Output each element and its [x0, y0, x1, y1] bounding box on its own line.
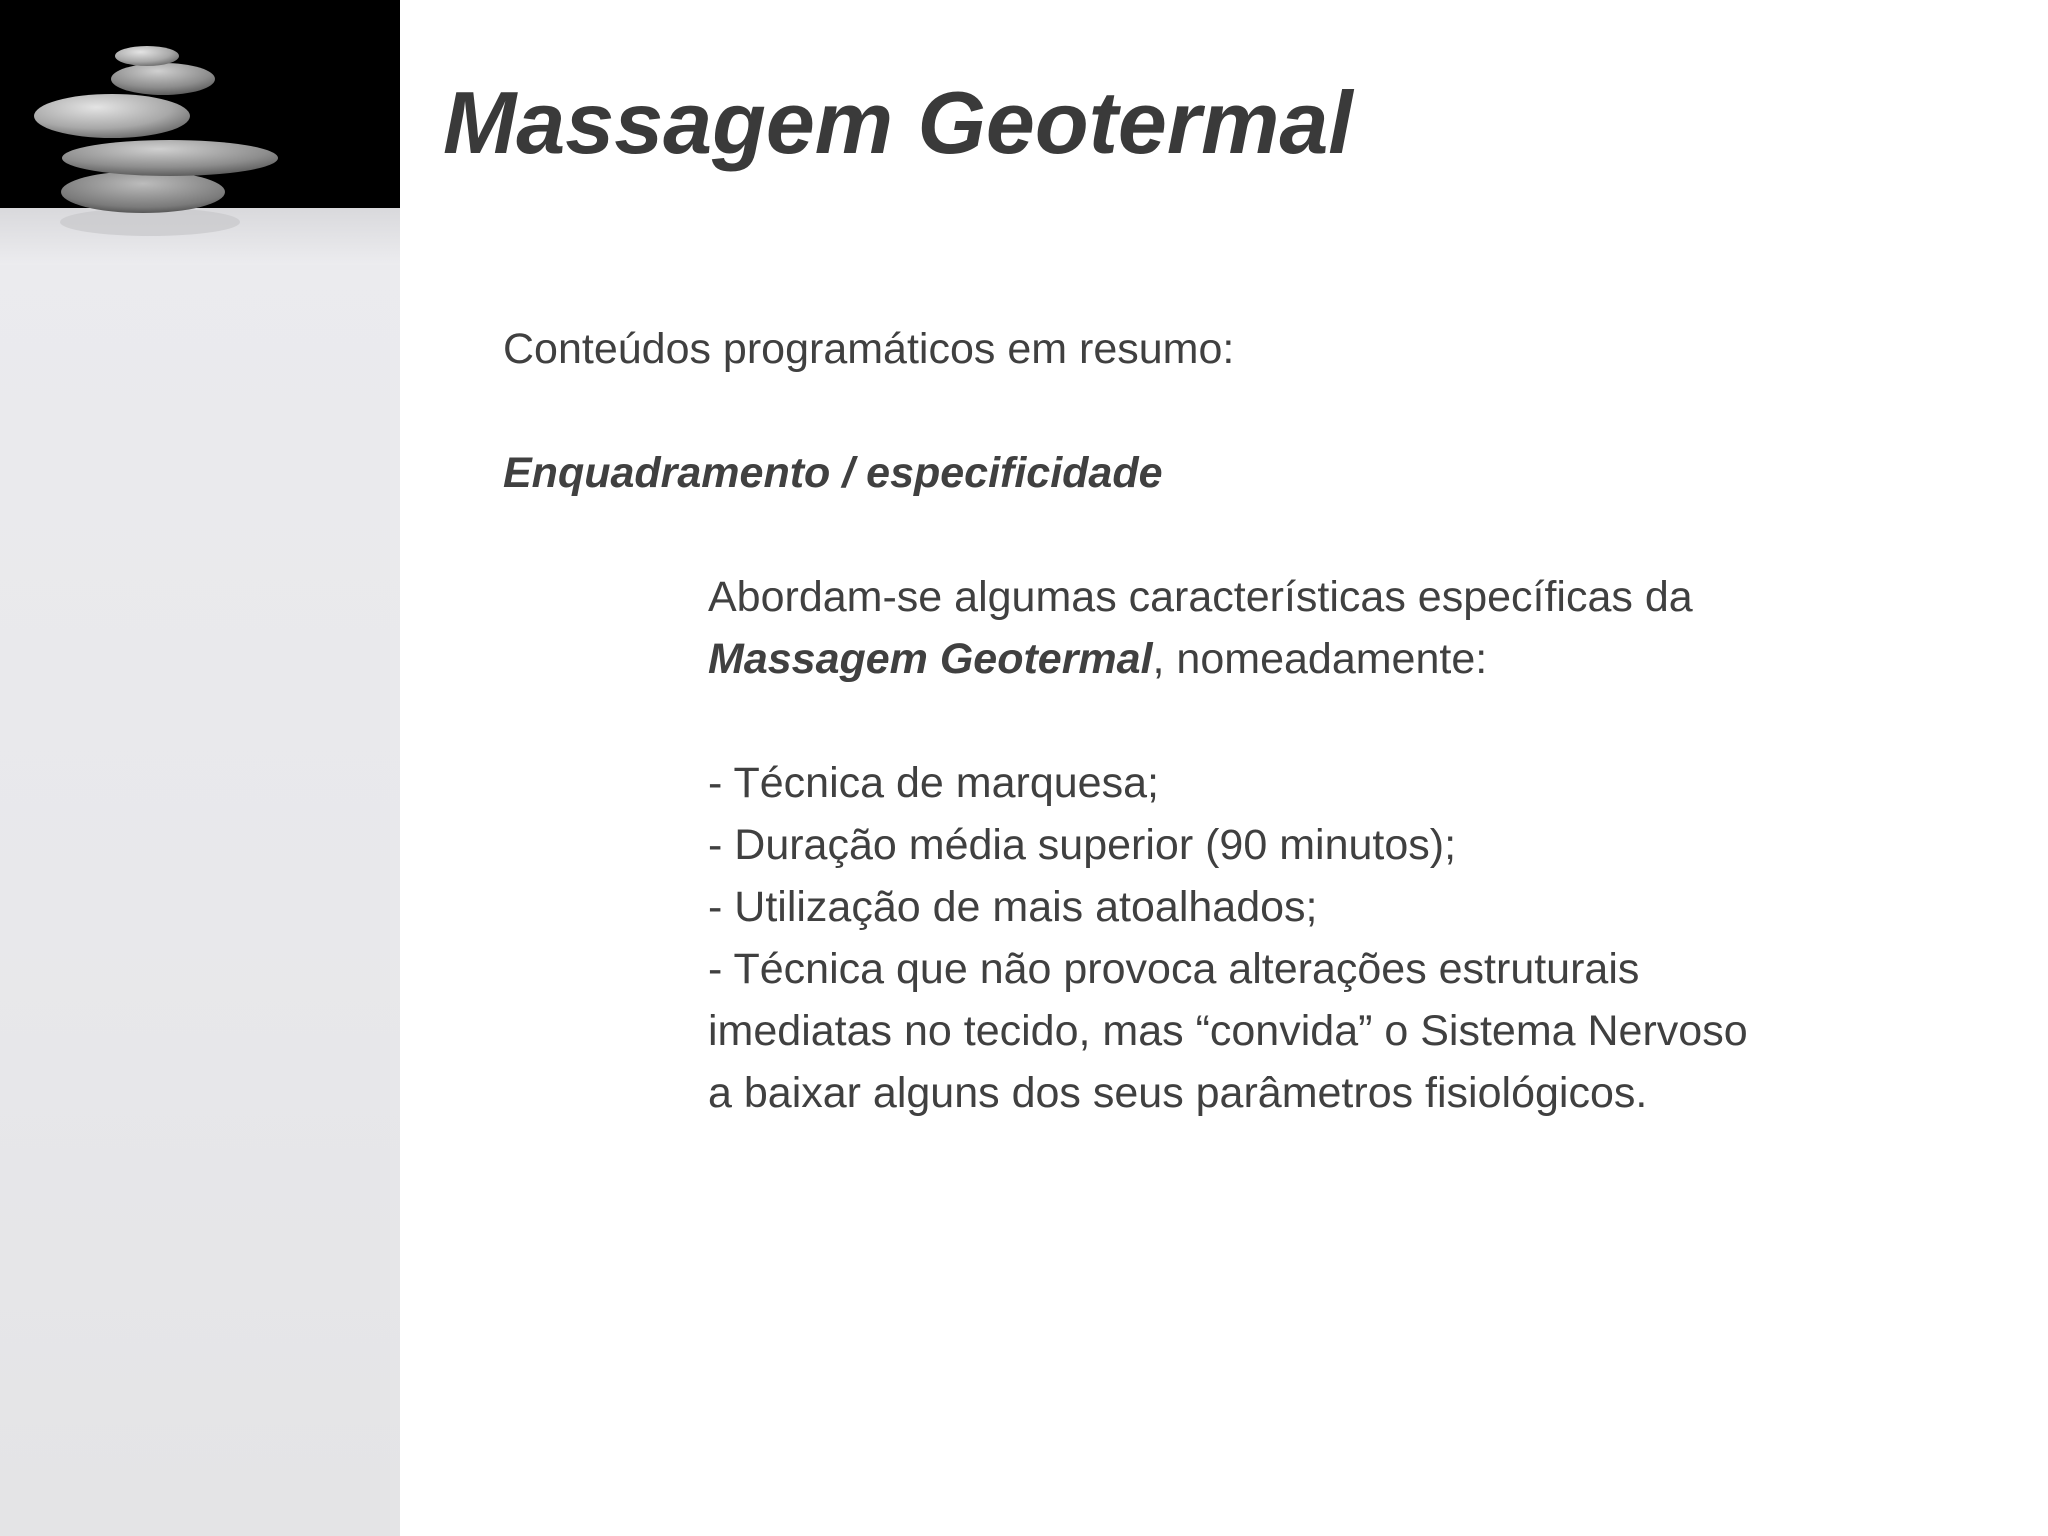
list-item-text: - Utilização de mais atoalhados;: [708, 883, 1318, 931]
list-item: [708, 814, 1963, 876]
slide-content: [503, 318, 1963, 1124]
description-line-2: , nomeadamente:: [1152, 635, 1488, 683]
list-item-text-continued: a baixar alguns dos seus parâmetros fisiológicos.: [708, 1069, 1648, 1117]
list-item-text: - Duração média superior (90 minutos);: [708, 821, 1457, 869]
list-item-text-continued: imediatas no tecido, mas “convida” o Sistema Nervoso: [708, 1007, 1748, 1055]
stacked-stones-image: [0, 0, 400, 265]
list-item-text: - Técnica de marquesa;: [708, 759, 1159, 807]
intro-text: Conteúdos programáticos em resumo:: [503, 325, 1235, 373]
list-item-text: - Técnica que não provoca alterações estruturais: [708, 945, 1640, 993]
page-title: Massagem Geotermal: [443, 73, 1353, 172]
list-item: [708, 876, 1963, 938]
list-item: [708, 938, 1963, 1124]
description-line-1: Abordam-se algumas características específicas da: [708, 573, 1693, 621]
list-item: [708, 752, 1963, 814]
section-body: [708, 566, 1963, 1124]
description-paragraph: [708, 566, 1963, 690]
section-heading: Enquadramento / especificidade: [503, 449, 1163, 497]
feature-list: [708, 752, 1963, 1124]
description-emphasis: Massagem Geotermal: [708, 635, 1153, 683]
